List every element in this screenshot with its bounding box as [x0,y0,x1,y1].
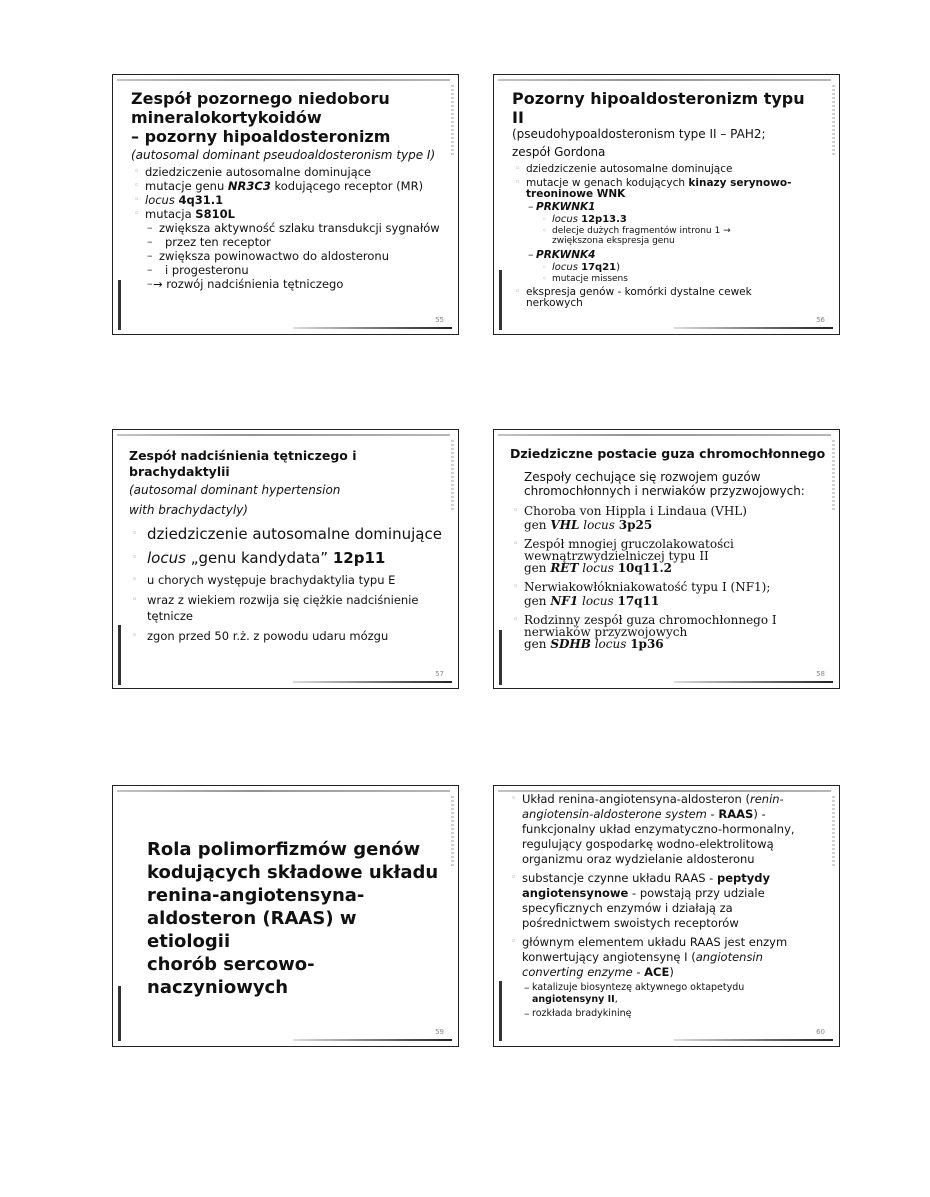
slide-decoration [674,327,833,329]
list-item: ◦ Rodzinny zespół guza chromochłonnego I nerwiaków przyzwojowych gen SDHB locus 1p36 [510,614,831,650]
slide-55 [112,74,459,335]
slide-intro: Zespoły cechujące się rozwojem guzów chromochłonnych i nerwiaków przyzwojowych: [524,470,805,498]
slide-56 [493,74,840,335]
slide-subtitle: (pseudohypoaldosteronism type II – PAH2; [512,127,766,141]
list-item: ◦ dziedziczenie autosomalne dominujące [512,163,821,176]
slide-decoration [117,790,450,792]
slide-decoration [293,1039,452,1041]
list-item: ◦ Nerwiakowłókniakowatość typu I (NF1); gen NF1 locus 17q11 [510,580,831,608]
slide-decoration [832,440,835,510]
list-item: ◦ locus 17q21) [512,262,821,274]
slide-title: Rola polimorfizmów genów kodujących składowe układu renina-angiotensyna- aldosteron (RAAS) w etiologii chorób sercowo-naczyniowych [147,839,439,998]
list-item: ◦ locus „genu kandydata” 12p11 [129,548,448,568]
list-item: ◦ głównym elementem układu RAAS jest enzym konwertujący angiotensynę I (angiotensin converting enzyme - ACE) [508,935,827,980]
list-item: – PRKWNK4 [512,248,821,262]
slide-decoration [674,1039,833,1041]
slide-decoration [498,434,831,436]
list-item: ◦ locus 4q31.1 [131,193,440,207]
slide-decoration [118,625,121,685]
slide-decoration [293,681,452,683]
list-item: ◦ Zespół mnogiej gruczolakowatości wewnątrzwydzielniczej typu II gen RET locus 10q11.2 [510,538,831,574]
slide-58 [493,429,840,689]
list-item: ◦ mutacje genu NR3C3 kodującego receptor (MR) [131,179,440,193]
slide-subtitle: (autosomal dominant pseudoaldosteronism type I) [131,148,436,162]
list-item: ◦ ekspresja genów - komórki dystalne cewek nerkowych [512,287,821,309]
slide-59 [112,785,459,1047]
bullet-list [512,163,821,309]
slide-decoration [499,630,502,685]
slide-number: 59 [435,1028,444,1036]
slide-decoration [451,440,454,510]
bullet-list [129,524,448,643]
list-item: ◦ delecje dużych fragmentów intronu 1 → zwiększona ekspresja genu [512,226,821,246]
list-item: ◦ mutacja S810L [131,207,440,221]
list-item: ◦ substancje czynne układu RAAS - peptydy angiotensynowe - powstają przy udziale specyficznych enzymów i działają za pośrednictwem swoistych receptorów [508,871,827,931]
bullet-list [510,504,831,650]
list-item: – rozkłada bradykininę [508,1008,827,1020]
slide-subtitle: with brachydactyly) [129,503,248,517]
slide-decoration [498,79,831,81]
slide-decoration [451,85,454,155]
list-item: ◦ dziedziczenie autosomalne dominujące [131,165,440,179]
list-item: ◦ zgon przed 50 r.ż. z powodu udaru mózgu [129,629,448,643]
slide-title: Zespół pozornego niedoboru mineralokortykoidów – pozorny hipoaldosteronizm [131,89,391,146]
slide-60 [493,785,840,1047]
slide-decoration [117,434,450,436]
list-item: – zwiększa powinowactwo do aldosteronu [131,249,440,263]
slide-decoration [832,796,835,866]
slide-decoration [118,986,121,1041]
slide-decoration [118,280,121,330]
slide-number: 56 [816,316,825,324]
list-item: ◦ Choroba von Hippla i Lindaua (VHL) gen VHL locus 3p25 [510,504,831,532]
list-item: ◦ dziedziczenie autosomalne dominujące [129,524,448,544]
list-item: – zwiększa aktywność szlaku transdukcji sygnałów [131,221,440,235]
list-item: ◦ wraz z wiekiem rozwija się ciężkie nadciśnienie tętnicze [129,592,448,624]
list-item: ◦ locus 12p13.3 [512,214,821,226]
slide-number: 57 [435,670,444,678]
slide-decoration [499,981,502,1041]
list-item: ◦ Układ renina-angiotensyna-aldosteron (renin- angiotensin-aldosterone system - RAAS) - funkcjonalny układ enzymatyczno-hormonalny, regulujący gospodarkę wodno-elektrolitową organizmu oraz wydzielanie aldosteronu [508,792,827,867]
slide-decoration [451,796,454,866]
bullet-list [508,792,827,1020]
slide-number: 55 [435,316,444,324]
list-item: – PRKWNK1 [512,200,821,214]
slide-decoration [674,681,833,683]
slide-number: 60 [816,1028,825,1036]
slide-57 [112,429,459,689]
slide-decoration [293,327,452,329]
slide-decoration [117,79,450,81]
slide-title: Zespół nadciśnienia tętniczego i brachydaktylii [129,448,357,479]
list-item: – i progesteronu [131,263,440,277]
slide-decoration [499,270,502,330]
list-item: ◦ mutacje missens [512,274,821,284]
list-item: ◦ mutacje w genach kodujących kinazy serynowo- treoninowe WNK [512,178,821,200]
list-item: – katalizuje biosyntezę aktywnego oktapetydu angiotensyny II, [508,982,827,1006]
slide-title: Dziedziczne postacie guza chromochłonnego [510,446,826,461]
list-item: ◦ u chorych występuje brachydaktylia typu E [129,573,448,587]
slide-subtitle: (autosomal dominant hypertension [129,483,341,497]
slide-decoration [832,85,835,155]
slide-title: Pozorny hipoaldosteronizm typu II [512,89,805,127]
slide-number: 58 [816,670,825,678]
list-item: – przez ten receptor [131,235,440,249]
list-item: – → rozwój nadciśnienia tętniczego [131,277,440,291]
slide-subtitle: zespół Gordona [512,145,606,159]
bullet-list [131,165,440,291]
